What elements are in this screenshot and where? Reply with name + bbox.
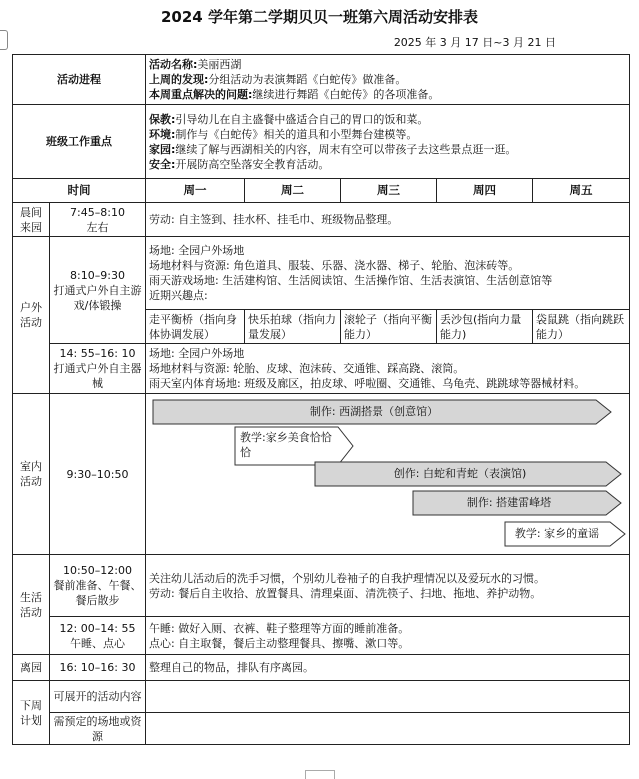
page-title: 2024 学年第二学期贝贝一班第六周活动安排表: [161, 8, 478, 26]
life-slot1-row: [13, 555, 630, 617]
outdoor-slot1-row: [13, 237, 630, 310]
focus-item: 安全:开展防高空坠落安全教育活动。: [149, 157, 330, 171]
name-label: 活动名称:: [149, 58, 198, 71]
game-cell: 丢沙包(指向力量能力): [437, 310, 533, 344]
life-slot1-time: 10:50–12:00 餐前准备、午餐、餐后散步: [50, 555, 146, 617]
arrival-time: 7:45–8:10 左右: [50, 203, 146, 237]
next-week-row1: [13, 681, 630, 713]
date-range: 2025 年 3 月 17 日~3 月 21 日: [393, 36, 556, 49]
col-fri: 周五: [533, 179, 630, 203]
next-week-resources-value[interactable]: [146, 713, 630, 745]
col-thu: 周四: [437, 179, 533, 203]
life-slot2-time: 12: 00–14: 55 午睡、点心: [50, 617, 146, 655]
margin-marker: [0, 30, 8, 50]
indoor-label: 室内活动: [13, 394, 50, 555]
indoor-row: [13, 394, 630, 555]
leave-content: 整理自己的物品，排队有序离园。: [146, 655, 630, 681]
activity-arrow-label: 教学: 家乡的童谣: [514, 527, 600, 540]
focus-item: 环境:制作与《白蛇传》相关的道具和小型舞台建模等。: [149, 127, 418, 141]
leave-time: 16: 10–16: 30: [50, 655, 146, 681]
col-wed: 周三: [341, 179, 437, 203]
column-header-row: [13, 179, 630, 203]
name-value: 美丽西湖: [197, 58, 242, 71]
progress-label: 活动进程: [13, 55, 146, 105]
game-cell: 快乐拍球（指向力量发展）: [245, 310, 341, 344]
next-week-activity-value[interactable]: [146, 681, 630, 713]
discovery-value: 分组活动为表演舞蹈《白蛇传》做准备。: [208, 73, 407, 86]
focus-label: 班级工作重点: [13, 105, 146, 179]
outdoor-slot2-time: 14: 55–16: 10 打通式户外自主器械: [50, 344, 146, 394]
focus-content: [146, 105, 630, 179]
focus-item: 保教:引导幼儿在自主盛餐中盛适合自己的胃口的饭和菜。: [149, 112, 429, 126]
arrival-content: 劳动: 自主签到、挂水杯、挂毛巾、班级物品整理。: [146, 203, 630, 237]
outdoor-slot1-content: 场地: 全园户外场地 场地材料与资源: 角色道具、服装、乐器、浇水器、梯子、轮胎、泡沫砖等。 雨天游戏场地: 生活建构馆、生活阅读馆、生活操作馆、生活表演馆、生活创意馆等 近期兴趣点:: [146, 237, 630, 310]
game-cell: 走平衡桥（指向身体协调发展）: [146, 310, 245, 344]
problem-value: 继续进行舞蹈《白蛇传》的各项准备。: [252, 88, 440, 101]
next-week-label: 下周计划: [13, 681, 50, 745]
life-slot2-row: [13, 617, 630, 655]
life-slot2-content: 午睡: 做好入厕、衣裤、鞋子整理等方面的睡前准备。 点心: 自主取餐，餐后主动整理餐具、擦嘴、漱口等。: [146, 617, 630, 655]
discovery-label: 上周的发现:: [149, 73, 209, 86]
arrival-row: [13, 203, 630, 237]
leave-row: [13, 655, 630, 681]
arrival-label: 晨间来园: [13, 203, 50, 237]
next-week-row2: [13, 713, 630, 745]
focus-item: 家园:继续了解与西湖相关的内容，周末有空可以带孩子去这些景点逛一逛。: [149, 142, 517, 156]
leave-label: 离园: [13, 655, 50, 681]
outdoor-slot2-content: 场地: 全园户外场地 场地材料与资源: 轮胎、皮球、泡沫砖、交通锥、踩高跷、滚筒。 雨天室内体育场地: 班级及廊区，拍皮球、呼啦圈、交通锥、乌龟壳、跳跳球等器械材料。: [146, 344, 630, 394]
outdoor-label: 户外活动: [13, 237, 50, 394]
indoor-time: 9:30–10:50: [50, 394, 146, 555]
life-slot1-content: 关注幼儿活动后的洗手习惯，个别幼儿卷袖子的自我护理情况以及爱玩水的习惯。 劳动: 餐后自主收拾、放置餐具、清理桌面、清洗筷子、扫地、拖地、养护动物。: [146, 555, 630, 617]
activity-arrow-label: 创作: 白蛇和青蛇（表演馆): [393, 467, 527, 480]
col-time: 时间: [13, 179, 146, 203]
activity-arrow-label: 制作: 搭建雷峰塔: [466, 496, 552, 509]
schedule-table: [12, 54, 630, 745]
problem-label: 本周重点解决的问题:: [149, 88, 253, 101]
progress-row: [13, 55, 630, 105]
col-tue: 周二: [245, 179, 341, 203]
outdoor-slot1-time: 8:10–9:30 打通式户外自主游戏/体锻操: [50, 237, 146, 344]
next-week-resources: 需预定的场地或资源: [50, 713, 146, 745]
activity-arrow-label: 制作: 西湖搭景（创意馆）: [309, 405, 439, 418]
next-week-activity: 可展开的活动内容: [50, 681, 146, 713]
game-cell: 袋鼠跳（指向跳跃能力）: [533, 310, 630, 344]
progress-content: [146, 55, 630, 105]
indoor-flow: [146, 394, 630, 555]
focus-row: [13, 105, 630, 179]
life-label: 生活活动: [13, 555, 50, 655]
col-mon: 周一: [146, 179, 245, 203]
activity-arrow-label: 教学:家乡美食恰恰恰: [240, 431, 332, 459]
game-cell: 滚轮子（指向平衡能力）: [341, 310, 437, 344]
outdoor-slot2-row: [13, 344, 630, 394]
